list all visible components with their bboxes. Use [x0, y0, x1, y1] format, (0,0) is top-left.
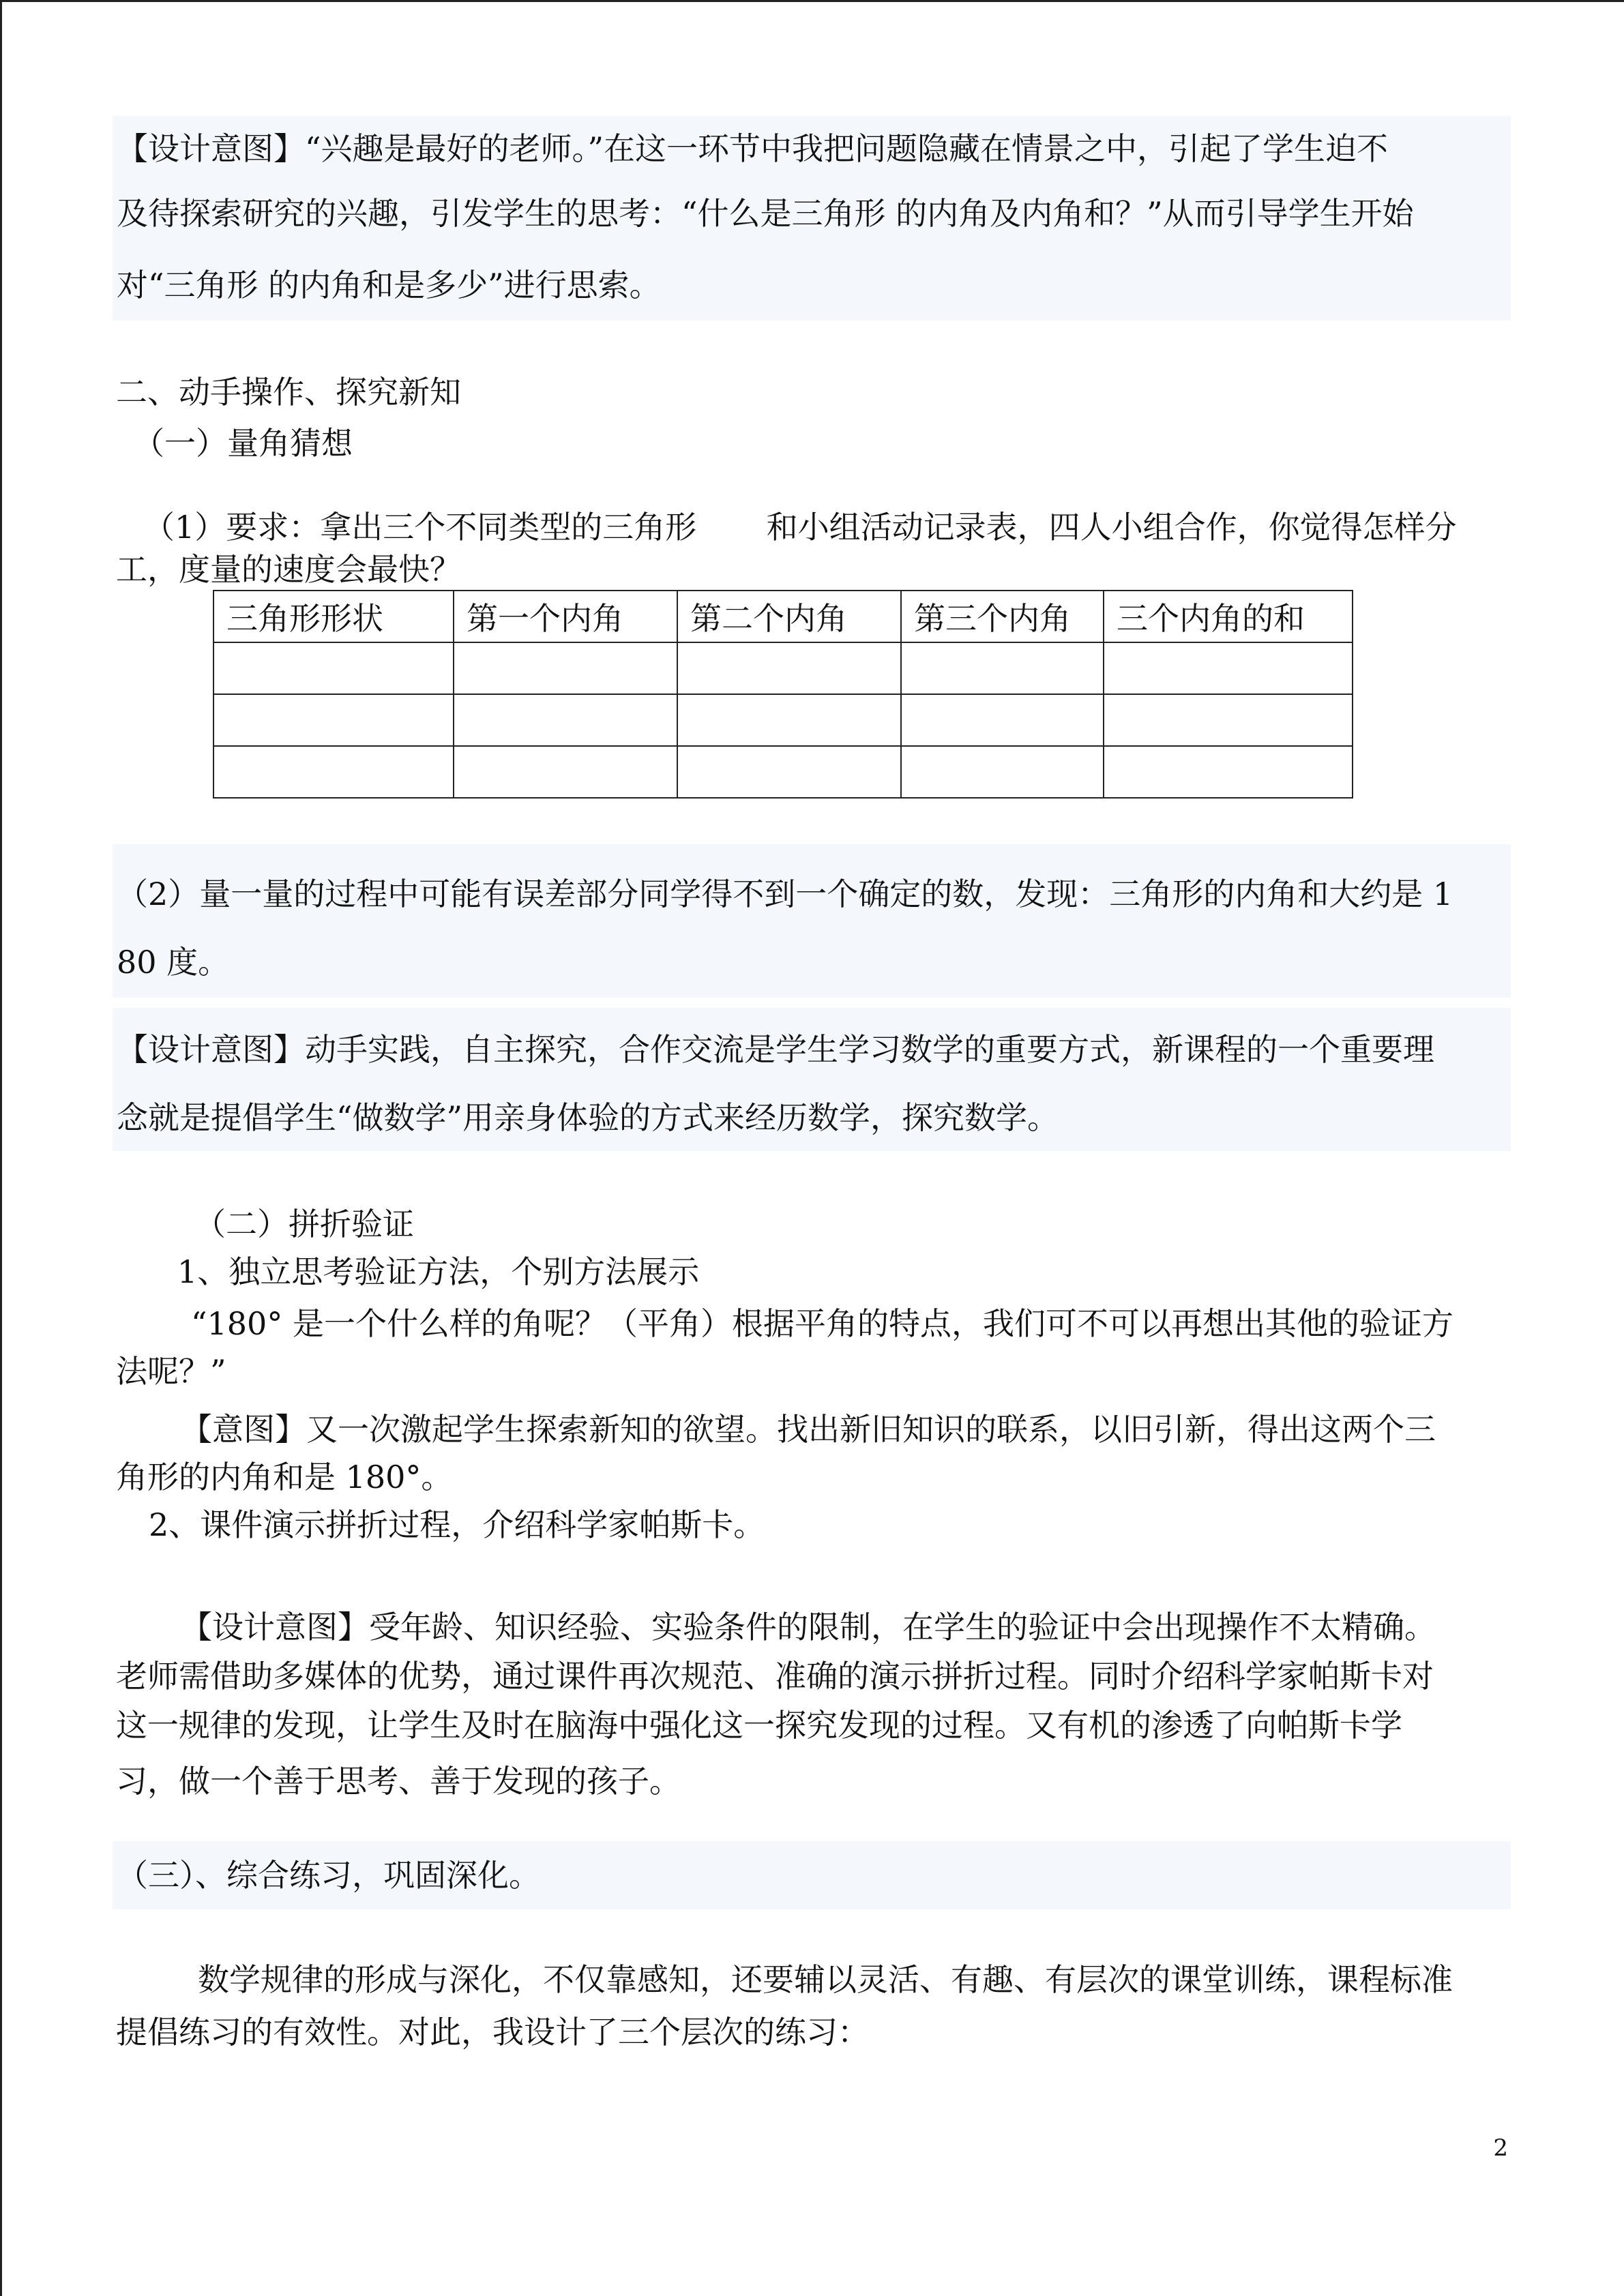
section-heading: （三）、综合练习，巩固深化。: [117, 1857, 540, 1894]
requirement-line: （1）要求：拿出三个不同类型的三角形 和小组活动记录表，四人小组合作，你觉得怎样分: [143, 509, 1457, 546]
table-cell[interactable]: [213, 746, 454, 798]
table-header-cell: 三角形形状: [213, 591, 454, 642]
paragraph-line: 老师需借助多媒体的优势，通过课件再次规范、准确的演示拼折过程。同时介绍科学家帕斯卡对: [116, 1658, 1434, 1695]
table-cell[interactable]: [454, 642, 677, 694]
table-cell[interactable]: [213, 642, 454, 694]
table-row: [213, 642, 1353, 694]
table-cell[interactable]: [901, 746, 1104, 798]
intent-line: 角形的内角和是 180°。: [116, 1459, 453, 1495]
paragraph-line: 【设计意图】动手实践，自主探究，合作交流是学生学习数学的重要方式，新课程的一个重要理: [117, 1031, 1434, 1068]
table-row: [213, 694, 1353, 746]
table-header-cell: 三个内角的和: [1104, 591, 1353, 642]
table-cell[interactable]: [677, 694, 901, 746]
paragraph-line: 及待探索研究的兴趣，引发学生的思考：“什么是三角形 的内角及内角和？”从而引导学生开始: [117, 195, 1414, 232]
table-cell[interactable]: [901, 694, 1104, 746]
practice-heading-block: [113, 1841, 1511, 1909]
paragraph-line: 对“三角形 的内角和是多少”进行思索。: [117, 267, 661, 303]
design-intent-block-1: [113, 116, 1511, 320]
paragraph-line: 80 度。: [117, 944, 230, 981]
table-cell[interactable]: [454, 694, 677, 746]
section-heading: 二、动手操作、探究新知: [116, 374, 461, 411]
table-header-cell: 第一个内角: [454, 591, 677, 642]
page-number: 2: [1493, 2134, 1508, 2162]
table-cell[interactable]: [1104, 694, 1353, 746]
table-row: [213, 746, 1353, 798]
paragraph-line: （2）量一量的过程中可能有误差部分同学得不到一个确定的数，发现：三角形的内角和大约是 1: [117, 876, 1453, 912]
paragraph-line: 这一规律的发现，让学生及时在脑海中强化这一探究发现的过程。又有机的渗透了向帕斯卡学: [116, 1707, 1402, 1744]
table-cell[interactable]: [677, 746, 901, 798]
quote-line: “180° 是一个什么样的角呢？（平角）根据平角的特点，我们可不可以再想出其他的验证方: [191, 1305, 1453, 1342]
design-intent-block-2: [113, 1008, 1511, 1151]
measurement-result-block: [113, 844, 1511, 998]
paragraph-line: 念就是提倡学生“做数学”用亲身体验的方式来经历数学，探究数学。: [117, 1099, 1059, 1136]
quote-line: 法呢？”: [116, 1353, 226, 1390]
table-cell[interactable]: [454, 746, 677, 798]
paragraph-line: 习，做一个善于思考、善于发现的孩子。: [116, 1763, 681, 1800]
paragraph-line: 提倡练习的有效性。对此，我设计了三个层次的练习：: [116, 2014, 869, 2051]
list-item: 2、课件演示拼折过程，介绍科学家帕斯卡。: [149, 1506, 765, 1543]
table-header-cell: 第三个内角: [901, 591, 1104, 642]
table-header-row: [213, 591, 1353, 642]
activity-record-table: [213, 590, 1353, 799]
intent-line: 【意图】又一次激起学生探索新知的欲望。找出新旧知识的联系，以旧引新，得出这两个三: [181, 1411, 1436, 1448]
paragraph-line: 【设计意图】受年龄、知识经验、实验条件的限制，在学生的验证中会出现操作不太精确。: [181, 1609, 1436, 1645]
table-cell[interactable]: [213, 694, 454, 746]
table-cell[interactable]: [901, 642, 1104, 694]
paragraph-line: 数学规律的形成与深化，不仅靠感知，还要辅以灵活、有趣、有层次的课堂训练，课程标准: [198, 1961, 1453, 1998]
table-cell[interactable]: [677, 642, 901, 694]
paragraph-line: 【设计意图】“兴趣是最好的老师。”在这一环节中我把问题隐藏在情景之中，引起了学生迫不: [117, 130, 1389, 167]
table-cell[interactable]: [1104, 746, 1353, 798]
requirement-line: 工，度量的速度会最快？: [116, 551, 461, 588]
subsection-heading: （一）量角猜想: [133, 425, 353, 462]
table-header-cell: 第二个内角: [677, 591, 901, 642]
table-cell[interactable]: [1104, 642, 1353, 694]
subsection-heading: （二）拼折验证: [194, 1206, 414, 1242]
list-item: 1、独立思考验证方法，个别方法展示: [177, 1253, 700, 1290]
